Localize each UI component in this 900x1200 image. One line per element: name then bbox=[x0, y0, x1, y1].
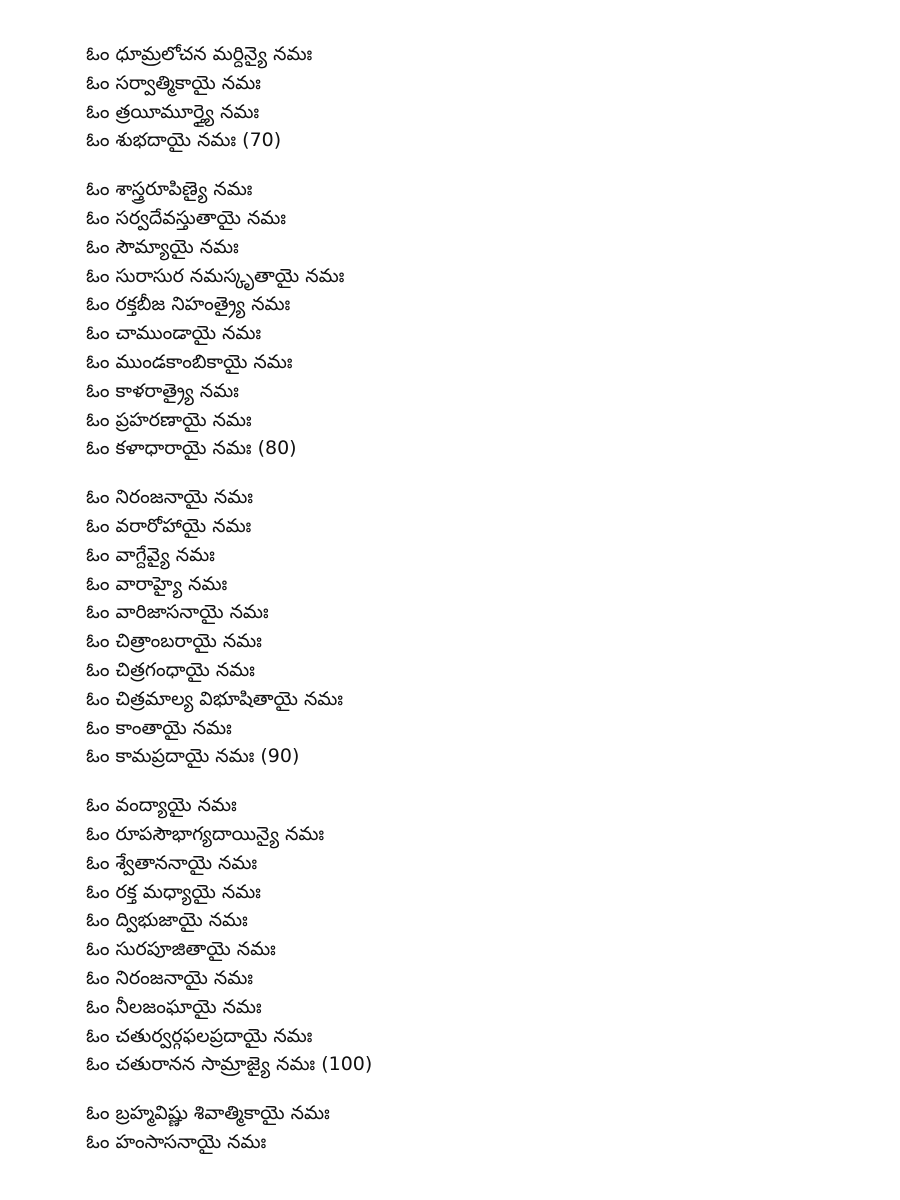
mantra-line: ఓం వాగ్దేవ్యై నమః bbox=[86, 543, 215, 566]
stanza-4 bbox=[86, 791, 846, 1079]
mantra-line: ఓం ద్విభుజాయై నమః bbox=[86, 909, 248, 932]
mantra-line: ఓం హంసాసనాయై నమః bbox=[86, 1130, 267, 1153]
mantra-line: ఓం రక్త మధ్యాయై నమః bbox=[86, 880, 261, 903]
stanza-1 bbox=[86, 40, 846, 155]
mantra-line: ఓం సురాసుర నమస్కృతాయై నమః bbox=[86, 264, 345, 287]
mantra-line: ఓం శుభదాయై నమః (70) bbox=[86, 129, 282, 152]
mantra-line: ఓం ప్రహరణాయై నమః bbox=[86, 408, 252, 431]
mantra-line: ఓం శాస్త్రరూపిణ్యై నమః bbox=[86, 178, 253, 201]
mantra-line: ఓం ధూమ్రలోచన మర్దిన్యై నమః bbox=[86, 43, 313, 65]
mantra-line: ఓం వారాహ్యై నమః bbox=[86, 572, 228, 595]
stanza-2 bbox=[86, 175, 846, 463]
mantra-line: ఓం చతుర్వర్గఫలప్రదాయై నమః bbox=[86, 1024, 313, 1047]
mantra-line: ఓం బ్రహ్మవిష్ణు శివాత్మికాయై నమః bbox=[86, 1102, 330, 1125]
mantra-line: ఓం రక్తబీజ నిహంత్ర్యై నమః bbox=[86, 293, 291, 316]
mantra-line: ఓం చిత్రమాల్య విభూషితాయై నమః bbox=[86, 687, 344, 710]
document-page bbox=[86, 40, 846, 1177]
mantra-line: ఓం చిత్రాంబరాయై నమః bbox=[86, 630, 262, 653]
mantra-line: ఓం రూపసౌభాగ్యదాయిన్యై నమః bbox=[86, 822, 325, 845]
mantra-line: ఓం వంద్యాయై నమః bbox=[86, 794, 237, 817]
mantra-line: ఓం సురపూజితాయై నమః bbox=[86, 938, 276, 961]
stanza-3 bbox=[86, 483, 846, 771]
stanza-5 bbox=[86, 1099, 846, 1157]
mantra-line: ఓం సర్వాత్మికాయై నమః bbox=[86, 71, 261, 94]
mantra-line: ఓం నిరంజనాయై నమః bbox=[86, 486, 253, 509]
mantra-line: ఓం శ్వేతాననాయై నమః bbox=[86, 851, 258, 874]
mantra-line: ఓం త్రయీమూర్త్యై నమః bbox=[86, 100, 260, 123]
mantra-line: ఓం కాంతాయై నమః bbox=[86, 716, 232, 739]
mantra-line: ఓం నిరంజనాయై నమః bbox=[86, 966, 253, 989]
mantra-line: ఓం చిత్రగంధాయై నమః bbox=[86, 658, 255, 681]
mantra-line: ఓం కళాధారాయై నమః (80) bbox=[86, 437, 297, 460]
mantra-line: ఓం వారిజాసనాయై నమః bbox=[86, 601, 269, 624]
mantra-line: ఓం సర్వదేవస్తుతాయై నమః bbox=[86, 206, 287, 229]
mantra-line: ఓం నీలజంఘాయై నమః bbox=[86, 995, 262, 1018]
mantra-line: ఓం ముండకాంబికాయై నమః bbox=[86, 350, 293, 373]
mantra-line: ఓం కాళరాత్ర్యై నమః bbox=[86, 379, 239, 402]
mantra-line: ఓం సౌమ్యాయై నమః bbox=[86, 235, 239, 258]
mantra-line: ఓం చాముండాయై నమః bbox=[86, 322, 262, 345]
mantra-line: ఓం కామప్రదాయై నమః (90) bbox=[86, 745, 300, 768]
mantra-line: ఓం చతురానన సామ్రాజ్యై నమః (100) bbox=[86, 1053, 373, 1076]
mantra-line: ఓం వరారోహాయై నమః bbox=[86, 514, 252, 537]
